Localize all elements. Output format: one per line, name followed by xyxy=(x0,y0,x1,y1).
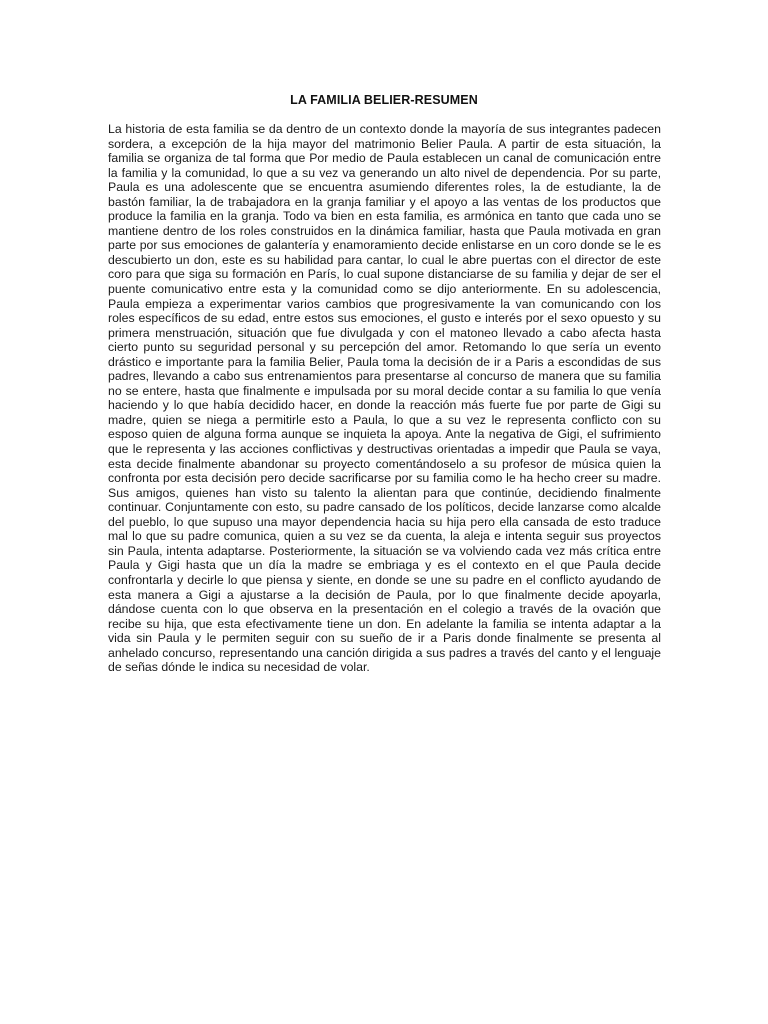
document-title: LA FAMILIA BELIER-RESUMEN xyxy=(290,93,478,107)
document-body-paragraph: La historia de esta familia se da dentro de un contexto donde la mayoría de sus integrantes padecen sordera, a excepción de la hija mayor del matrimonio Belier Paula. A partir de esta situación, la familia se organiza de tal forma que Por medio de Paula establecen un canal de comunicación entre la familia y la comunidad, lo que a su vez va generando un alto nivel de dependencia. Por su parte, Paula es una adolescente que se encuentra asumiendo diferentes roles, la de estudiante, la de bastón familiar, la de trabajadora en la granja familiar y el apoyo a las ventas de los productos que produce la familia en la granja. Todo va bien en esta familia, es armónica en tanto que cada uno se mantiene dentro de los roles construidos en la dinámica familiar, hasta que Paula motivada en gran parte por sus emociones de galantería y enamoramiento decide enlistarse en un coro donde se le es descubierto un don, este es su habilidad para cantar, lo cual le abre puertas con el director de este coro para que siga su formación en París, lo cual supone distanciarse de su familia y dejar de ser el puente comunicativo entre esta y la comunidad como se dijo anteriormente. En su adolescencia, Paula empieza a experimentar varios cambios que progresivamente la van comunicando con los roles específicos de su edad, entre estos sus emociones, el gusto e interés por el sexo opuesto y su primera menstruación, situación que fue divulgada y con el matoneo llevado a cabo afecta hasta cierto punto su seguridad personal y su percepción del amor. Retomando lo que sería un evento drástico e importante para la familia Belier, Paula toma la decisión de ir a Paris a escondidas de sus padres, llevando a cabo sus entrenamientos para presentarse al concurso de manera que su familia no se entere, hasta que finalmente e impulsada por su moral decide contar a su familia lo que venía haciendo y lo que había decidido hacer, en donde la reacción más fuerte fue por parte de Gigi su madre, quien se niega a permitirle esto a Paula, lo que a su vez le representa conflicto con su esposo quien de alguna forma aunque se inquieta la apoya. Ante la negativa de Gigi, el sufrimiento que le representa y las acciones conflictivas y destructivas orientadas a impedir que Paula se vaya, esta decide finalmente abandonar su proyecto comentándoselo a su profesor de música quien la confronta por esta decisión pero decide sacrificarse por su familia como le ha hecho creer su madre. Sus amigos, quienes han visto su talento la alientan para que continúe, decidiendo finalmente continuar. Conjuntamente con esto, su padre cansado de los políticos, decide lanzarse como alcalde del pueblo, lo que supuso una mayor dependencia hacia su hija pero ella cansada de esto traduce mal lo que su padre comunica, quien a su vez se da cuenta, la aleja e intenta seguir sus proyectos sin Paula, intenta adaptarse. Posteriormente, la situación se va volviendo cada vez más crítica entre Paula y Gigi hasta que un día la madre se embriaga y es el contexto en el que Paula decide confrontarla y decirle lo que piensa y siente, en donde se une su padre en el conflicto ayudando de esta manera a Gigi a ajustarse a la decisión de Paula, por lo que finalmente decide apoyarla, dándose cuenta con lo que observa en la presentación en el colegio a través de la ovación que recibe su hija, que esta efectivamente tiene un don. En adelante la familia se intenta adaptar a la vida sin Paula y le permiten seguir con su sueño de ir a Paris donde finalmente se presenta al anhelado concurso, representando una canción dirigida a sus padres a través del canto y el lenguaje de señas dónde le indica su necesidad de volar. xyxy=(108,122,661,675)
